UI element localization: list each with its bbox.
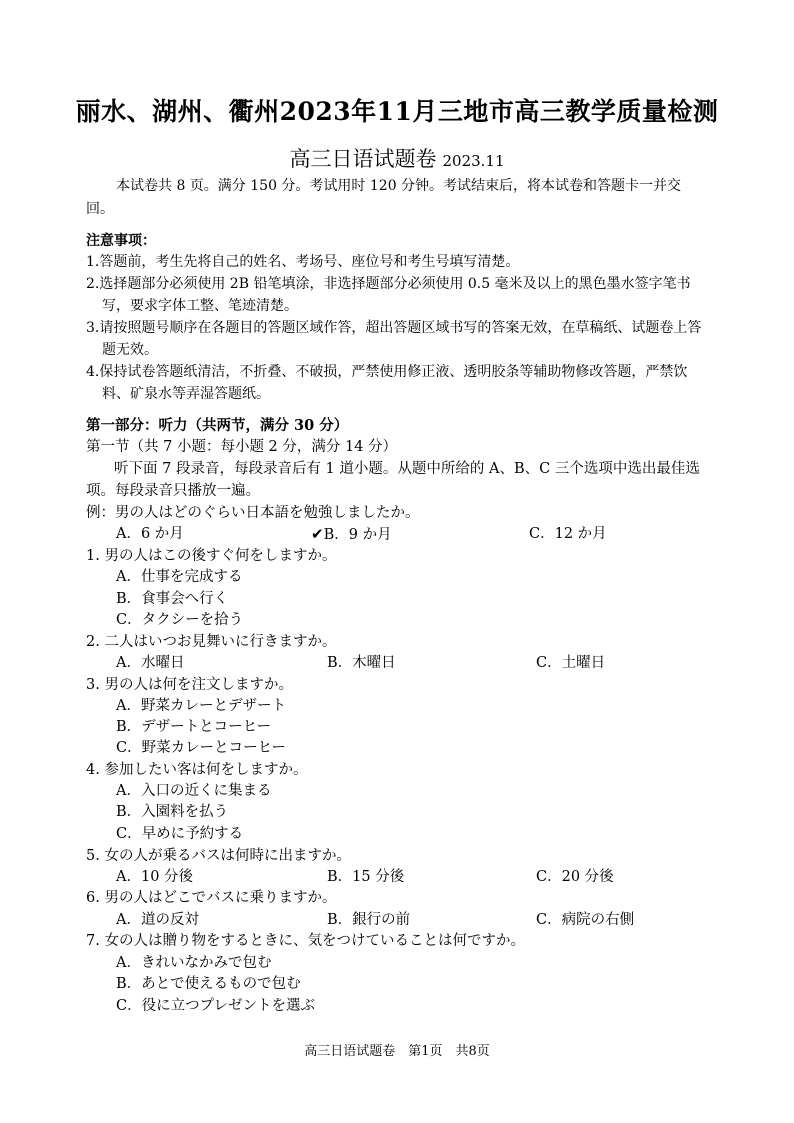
question-1: 1. 男の人はこの後すぐ何をしますか。 — [86, 548, 337, 564]
question-2: 2. 二人はいつお見舞いに行きますか。 — [86, 634, 337, 650]
note-item: 2.选择题部分必须使用 2B 铅笔填涂，非选择题部分必须使用 0.5 毫米及以上的黑色墨水签字笔书写，要求字体工整、笔迹清楚。 — [86, 276, 691, 314]
q6-option-a: A．道の反対 — [116, 912, 199, 928]
question-4: 4. 参加したい客は何をしますか。 — [86, 762, 308, 778]
page-footer: 高三日语试题卷 第1页 共8页 — [304, 1044, 490, 1059]
subtitle-text: 高三日语试题卷 — [289, 147, 437, 171]
question-6: 6. 男の人はどこでバスに乗りますか。 — [86, 890, 337, 906]
q5-option-c: C．20 分後 — [536, 869, 614, 885]
q3-option-b: B．デザートとコーヒー — [116, 719, 272, 735]
q3-option-a: A．野菜カレーとデザート — [116, 698, 286, 714]
section-heading: 第一节（共 7 小题：每小题 2 分，满分 14 分） — [86, 439, 398, 455]
q1-option-c: C．タクシーを拾う — [116, 612, 244, 628]
q6-option-c: C．病院の右側 — [536, 912, 635, 928]
q4-option-c: C．早めに予約する — [116, 826, 244, 842]
q7-option-b: B．あとで使えるもので包む — [116, 976, 301, 992]
question-5: 5. 女の人が乗るバスは何時に出ますか。 — [86, 848, 351, 864]
example-option-a: A．6 か月 — [116, 526, 184, 542]
q2-option-a: A．水曜日 — [116, 655, 185, 671]
section-instructions: 听下面 7 段录音，每段录音后有 1 道小题。从题中所给的 A、B、C 三个选项中选出最佳选项。每段录音只播放一遍。 — [86, 461, 700, 499]
note-item: 4.保持试卷答题纸清洁，不折叠、不破损，严禁使用修正液、透明胶条等辅助物修改答题，严禁饮料、矿泉水等弄湿答题纸。 — [86, 364, 688, 402]
q4-option-b: B．入園料を払う — [116, 804, 229, 820]
q6-option-b: B．銀行の前 — [327, 912, 411, 928]
exam-date: 2023.11 — [442, 152, 505, 170]
q5-option-b: B．15 分後 — [327, 869, 405, 885]
q1-option-a: A．仕事を完成する — [116, 569, 243, 585]
q2-option-c: C．土曜日 — [536, 655, 606, 671]
notes-heading: 注意事项： — [86, 233, 156, 249]
q4-option-a: A．入口の近くに集まる — [116, 783, 272, 799]
q7-option-a: A．きれいなかみで包む — [116, 955, 272, 971]
question-3: 3. 男の人は何を注文しますか。 — [86, 677, 293, 693]
q3-option-c: C．野菜カレーとコーヒー — [116, 740, 287, 756]
q1-option-b: B．食事会へ行く — [116, 591, 229, 607]
exam-title: 丽水、湖州、衢州2023年11月三地市高三教学质量检测 — [75, 97, 719, 126]
example-option-b-label: B．9 か月 — [323, 527, 392, 543]
example-question: 例：男の人はどのぐらい日本語を勉強しましたか。 — [86, 505, 420, 521]
example-option-b — [311, 523, 392, 546]
note-item: 3.请按照题号顺序在各题目的答题区域作答，超出答题区域书写的答案无效，在草稿纸、试题卷上答题无效。 — [86, 320, 702, 358]
q7-option-c: C．役に立つプレゼントを選ぶ — [116, 998, 316, 1014]
exam-subtitle — [0, 143, 794, 173]
example-option-c: C．12 か月 — [529, 526, 607, 542]
check-mark-icon: ✔ — [311, 525, 324, 543]
note-item: 1.答题前，考生先将自己的姓名、考场号、座位号和考生号填写清楚。 — [86, 254, 520, 270]
question-7: 7. 女の人は贈り物をするときに、気をつけていることは何ですか。 — [86, 933, 525, 949]
intro-paragraph: 本试卷共 8 页。满分 150 分。考试用时 120 分钟。考试结束后，将本试卷和答题卡一并交回。 — [86, 178, 682, 217]
part1-heading: 第一部分：听力（共两节，满分 30 分） — [86, 417, 349, 434]
q5-option-a: A．10 分後 — [116, 869, 194, 885]
q2-option-b: B．木曜日 — [327, 655, 396, 671]
